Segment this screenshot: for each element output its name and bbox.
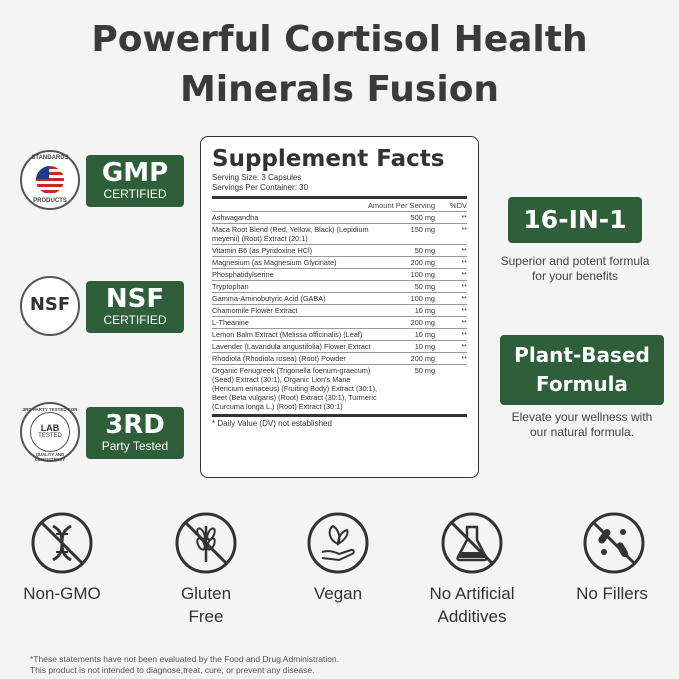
feature-vegan-l1: Vegan bbox=[313, 584, 363, 603]
facts-row bbox=[212, 280, 467, 292]
facts-row bbox=[212, 244, 467, 256]
facts-row-dv: ** bbox=[461, 354, 467, 363]
facts-header-row bbox=[212, 201, 467, 211]
facts-row-name: Vitamin B6 (as Pyridoxine HCl) bbox=[212, 246, 313, 255]
facts-row-dv: ** bbox=[461, 306, 467, 315]
us-flag-icon bbox=[36, 166, 64, 194]
facts-row-amount: 50 mg bbox=[414, 366, 435, 375]
facts-row-dv: ** bbox=[461, 213, 467, 222]
sixteen-in-one-desc bbox=[480, 254, 670, 284]
facts-row bbox=[212, 352, 467, 364]
facts-row-amount: 100 mg bbox=[410, 270, 435, 279]
gmp-badge-sub: CERTIFIED bbox=[103, 187, 167, 201]
nsf-badge-sub: CERTIFIED bbox=[103, 313, 167, 327]
facts-row-dv: ** bbox=[461, 282, 467, 291]
feature-label-no-fillers bbox=[560, 582, 664, 605]
facts-row-dv: ** bbox=[461, 270, 467, 279]
facts-row bbox=[212, 304, 467, 316]
facts-row-dv: ** bbox=[461, 330, 467, 339]
facts-row bbox=[212, 223, 467, 244]
facts-row bbox=[212, 316, 467, 328]
facts-footnote: * Daily Value (DV) not established bbox=[212, 414, 467, 431]
facts-row-dv: ** bbox=[461, 258, 467, 267]
facts-row-name: Organic Fenugreek (Trigonella foenum-graecum) (Seed) Extract (30:1), Organic Lion's Mane (Hericium erinaceus) (Fruiting Body) Extract (30:1), Beet (Beta vulgaris) (Root) Extract (30:1), Turmeric (Curcuma longa L.) (Root) Extract (30:1) bbox=[212, 366, 378, 411]
facts-row-amount: 150 mg bbox=[410, 225, 435, 234]
fda-disclaimer bbox=[30, 654, 339, 676]
lab-tested-seal-icon bbox=[20, 402, 80, 462]
facts-row-amount: 10 mg bbox=[414, 342, 435, 351]
facts-row bbox=[212, 328, 467, 340]
page-title-line2: Minerals Fusion bbox=[179, 69, 500, 110]
facts-row bbox=[212, 340, 467, 352]
facts-row-name: L-Theanine bbox=[212, 318, 249, 327]
feature-label-gluten-free bbox=[154, 582, 258, 628]
feature-fillers-l1: No Fillers bbox=[576, 584, 648, 603]
facts-row-amount: 10 mg bbox=[414, 330, 435, 339]
plant-based-line2: Formula bbox=[536, 372, 628, 396]
facts-row-name: Gamma-Aminobutyric Acid (GABA) bbox=[212, 294, 326, 303]
seal-top-text: STANDARDS bbox=[31, 155, 69, 161]
desc1-line2: for your benefits bbox=[531, 269, 619, 283]
feature-non-gmo-l1: Non-GMO bbox=[23, 584, 101, 603]
plant-based-line1: Plant-Based bbox=[514, 343, 650, 367]
supplement-facts-heading: Supplement Facts bbox=[212, 146, 445, 172]
facts-row bbox=[212, 256, 467, 268]
facts-row bbox=[212, 211, 467, 223]
facts-row-dv: ** bbox=[461, 294, 467, 303]
flask-icon bbox=[441, 512, 503, 574]
facts-row-name: Chamomile Flower Extract bbox=[212, 306, 298, 315]
facts-row-name: Lemon Balm Extract (Melissa officinalis) (Leaf) bbox=[212, 330, 363, 339]
feature-gluten-l1: Gluten bbox=[180, 584, 232, 603]
facts-row-amount: 50 mg bbox=[414, 246, 435, 255]
facts-row-amount: 10 mg bbox=[414, 306, 435, 315]
dna-icon bbox=[31, 512, 93, 574]
third-party-badge-title: 3RD bbox=[105, 410, 165, 440]
page-title: Powerful Cortisol Health bbox=[91, 19, 588, 60]
facts-row-amount: 200 mg bbox=[410, 318, 435, 327]
disclaimer-line1: *These statements have not been evaluated by the Food and Drug Administration. bbox=[30, 654, 340, 664]
col-amount-header: Amount Per Serving bbox=[367, 201, 435, 210]
gmp-badge bbox=[86, 155, 184, 207]
third-party-badge bbox=[86, 407, 184, 459]
facts-row-name: Ashwagandha bbox=[212, 213, 259, 222]
facts-row-dv bbox=[435, 366, 467, 411]
facts-row-name: Tryptophan bbox=[212, 282, 249, 291]
pills-icon bbox=[583, 512, 645, 574]
feature-label-non-gmo bbox=[10, 582, 114, 605]
gmp-badge-title: GMP bbox=[101, 158, 169, 188]
facts-row-amount: 100 mg bbox=[410, 294, 435, 303]
facts-row bbox=[212, 364, 467, 412]
facts-row-name: Magnesium (as Magnesium Glycinate) bbox=[212, 258, 337, 267]
standards-seal-icon bbox=[20, 150, 80, 210]
facts-row-amount: 500 mg bbox=[410, 213, 435, 222]
feature-additives-l2: Additives bbox=[437, 607, 507, 626]
disclaimer-line2: This product is not intended to diagnose,treat, cure, or prevent any disease. bbox=[30, 665, 315, 675]
feature-gluten-l2: Free bbox=[188, 607, 224, 626]
desc2-line1: Elevate your wellness with bbox=[511, 410, 653, 424]
facts-row-dv: ** bbox=[461, 342, 467, 351]
nsf-badge bbox=[86, 281, 184, 333]
facts-divider bbox=[212, 196, 467, 199]
seal-bottom-text: PRODUCTS bbox=[33, 198, 67, 204]
serving-size: Serving Size: 3 Capsules bbox=[212, 173, 302, 182]
facts-row-name: Lavender (Lavandula angustifolia) Flower Extract bbox=[212, 342, 371, 351]
leaf-hand-icon bbox=[307, 512, 369, 574]
facts-row-amount: 200 mg bbox=[410, 258, 435, 267]
lab-seal-mid2: TESTED bbox=[38, 433, 62, 439]
facts-row-amount: 50 mg bbox=[414, 282, 435, 291]
lab-seal-mid: LAB bbox=[40, 423, 60, 433]
facts-rows bbox=[212, 211, 467, 412]
feature-label-vegan bbox=[286, 582, 390, 605]
facts-row-dv: ** bbox=[461, 246, 467, 255]
supplement-facts-panel bbox=[200, 136, 479, 478]
servings-per-container: Servings Per Container: 30 bbox=[212, 183, 309, 192]
nsf-badge-title: NSF bbox=[105, 284, 165, 314]
col-dv-header: %DV bbox=[449, 201, 467, 210]
facts-row-name: Phosphatidylserine bbox=[212, 270, 274, 279]
facts-row-dv: ** bbox=[461, 318, 467, 327]
desc2-line2: our natural formula. bbox=[529, 425, 635, 439]
facts-row-amount: 200 mg bbox=[410, 354, 435, 363]
facts-row bbox=[212, 292, 467, 304]
feature-additives-l1: No Artificial bbox=[429, 584, 515, 603]
third-party-badge-sub: Party Tested bbox=[101, 439, 169, 453]
lab-seal-bottom-text: QUALITY AND CONSISTENCY bbox=[34, 452, 66, 462]
feature-label-no-artificial bbox=[412, 582, 532, 628]
plant-based-badge bbox=[500, 335, 664, 405]
facts-row-dv: ** bbox=[461, 225, 467, 234]
facts-row-name: Rhodiola (Rhodiola rosea) (Root) Powder bbox=[212, 354, 346, 363]
facts-row-name: Maca Root Blend (Red, Yellow, Black) (Lepidium meyenii) (Root) Extract (20:1) bbox=[212, 225, 369, 243]
facts-row bbox=[212, 268, 467, 280]
wheat-icon bbox=[175, 512, 237, 574]
lab-seal-top-text: 3RD PARTY TESTED FOR bbox=[22, 407, 78, 412]
sixteen-in-one-badge: 16-IN-1 bbox=[508, 197, 642, 243]
plant-based-desc bbox=[487, 410, 677, 440]
desc1-line1: Superior and potent formula bbox=[500, 254, 650, 268]
nsf-seal-text: NSF bbox=[29, 294, 71, 315]
nsf-seal-icon bbox=[20, 276, 80, 336]
